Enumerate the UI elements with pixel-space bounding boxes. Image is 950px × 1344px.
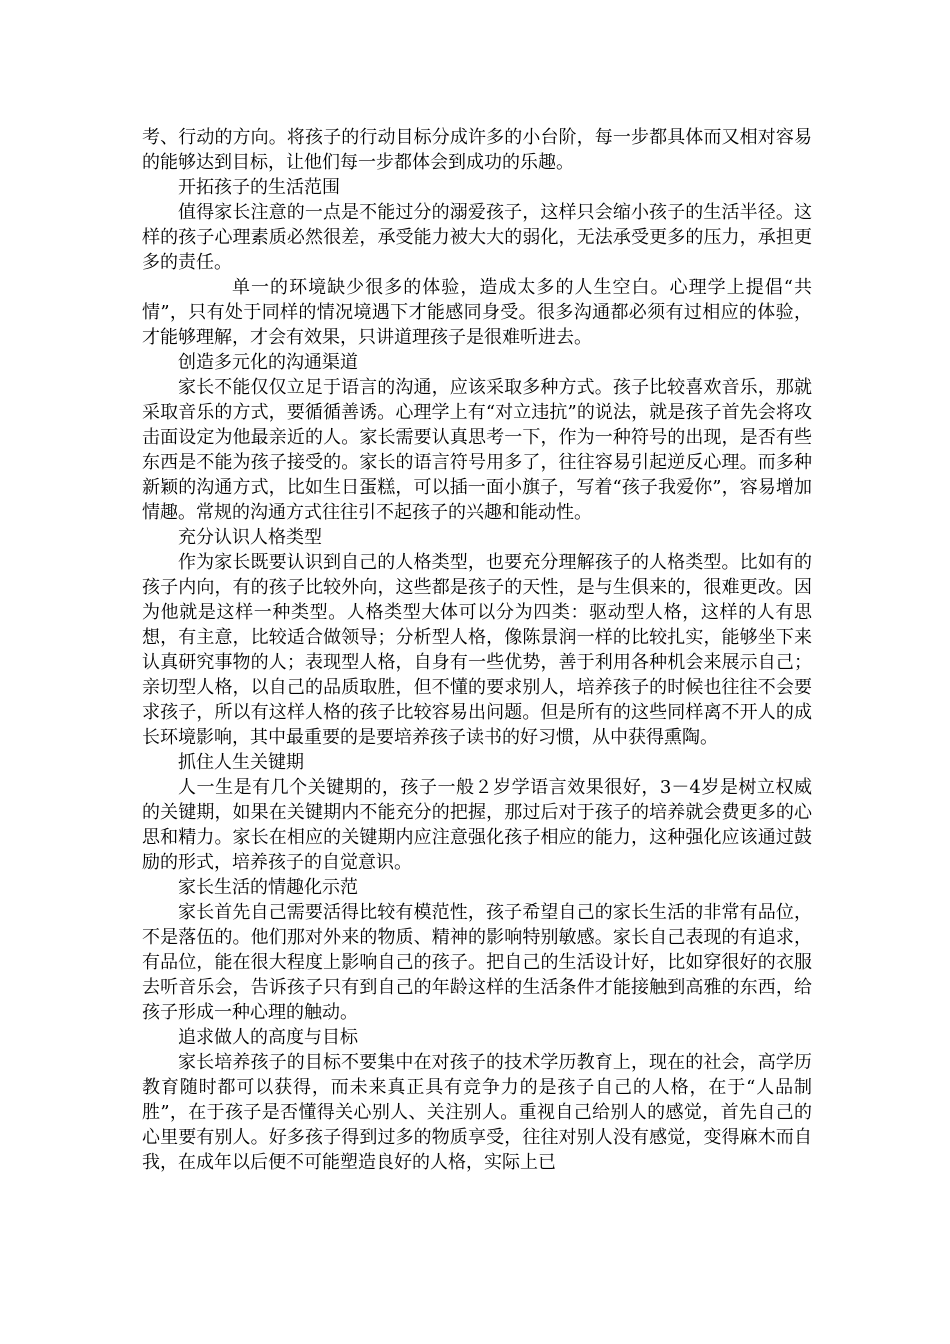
document-page	[142, 125, 812, 1175]
section-heading-character-goal: 追求做人的高度与目标	[178, 1027, 358, 1048]
section-heading-personality: 充分认识人格类型	[178, 527, 322, 548]
paragraph: 值得家长注意的一点是不能过分的溺爱孩子，这样只会缩小孩子的生活半径。这样的孩子心理素质必然很差，承受能力被大大的弱化，无法承受更多的压力，承担更多的责任。	[142, 202, 812, 273]
section-heading-parent-example: 家长生活的情趣化示范	[178, 877, 358, 898]
paragraph: 单一的环境缺少很多的体验，造成太多的人生空白。心理学上提倡“共情”，只有处于同样的情况境遇下才能感同身受。很多沟通都必须有过相应的体验，才能够理解，才会有效果，只讲道理孩子是很难听进去。	[142, 277, 812, 348]
paragraph: 家长培养孩子的目标不要集中在对孩子的技术学历教育上，现在的社会，高学历教育随时都可以获得，而未来真正具有竞争力的是孩子自己的人格，在于“人品制胜”，在于孩子是否懂得关心别人、关注别人。重视自己给别人的感觉，首先自己的心里要有别人。好多孩子得到过多的物质享受，往往对别人没有感觉，变得麻木而自我，在成年以后便不可能塑造良好的人格，实际上已	[142, 1052, 812, 1173]
paragraph: 家长不能仅仅立足于语言的沟通，应该采取多种方式。孩子比较喜欢音乐，那就采取音乐的方式，要循循善诱。心理学上有“对立违抗”的说法，就是孩子首先会将攻击面设定为他最亲近的人。家长需要认真思考一下，作为一种符号的出现，是否有些东西是不能为孩子接受的。家长的语言符号用多了，往往容易引起逆反心理。而多种新颖的沟通方式，比如生日蛋糕，可以插一面小旗子，写着“孩子我爱你”，容易增加情趣。常规的沟通方式往往引不起孩子的兴趣和能动性。	[142, 377, 812, 523]
paragraph-continuation: 考、行动的方向。将孩子的行动目标分成许多的小台阶，每一步都具体而又相对容易的能够达到目标，让他们每一步都体会到成功的乐趣。	[142, 127, 812, 173]
paragraph: 人一生是有几个关键期的，孩子一般２岁学语言效果很好，3－4岁是树立权威的关键期，如果在关键期内不能充分的把握，那过后对于孩子的培养就会费更多的心思和精力。家长在相应的关键期内应注意强化孩子相应的能力，这种强化应该通过鼓励的形式，培养孩子的自觉意识。	[142, 777, 812, 873]
paragraph: 家长首先自己需要活得比较有模范性，孩子希望自己的家长生活的非常有品位，不是落伍的。他们那对外来的物质、精神的影响特别敏感。家长自己表现的有追求，有品位，能在很大程度上影响自己的孩子。把自己的生活设计好，比如穿很好的衣服去听音乐会，告诉孩子只有到自己的年龄这样的生活条件才能接触到高雅的东西，给孩子形成一种心理的触动。	[142, 902, 812, 1023]
section-heading-key-period: 抓住人生关键期	[178, 752, 304, 773]
paragraph: 作为家长既要认识到自己的人格类型，也要充分理解孩子的人格类型。比如有的孩子内向，有的孩子比较外向，这些都是孩子的天性，是与生俱来的，很难更改。因为他就是这样一种类型。人格类型大体可以分为四类：驱动型人格，这样的人有思想，有主意，比较适合做领导；分析型人格，像陈景润一样的比较扎实，能够坐下来认真研究事物的人；表现型人格，自身有一些优势，善于利用各种机会来展示自己；亲切型人格，以自己的品质取胜，但不懂的要求别人，培养孩子的时候也往往不会要求孩子，所以有这样人格的孩子比较容易出问题。但是所有的这些同样离不开人的成长环境影响，其中最重要的是要培养孩子读书的好习惯，从中获得熏陶。	[142, 552, 812, 748]
section-heading-life-scope: 开拓孩子的生活范围	[178, 177, 340, 198]
section-heading-communication: 创造多元化的沟通渠道	[178, 352, 358, 373]
